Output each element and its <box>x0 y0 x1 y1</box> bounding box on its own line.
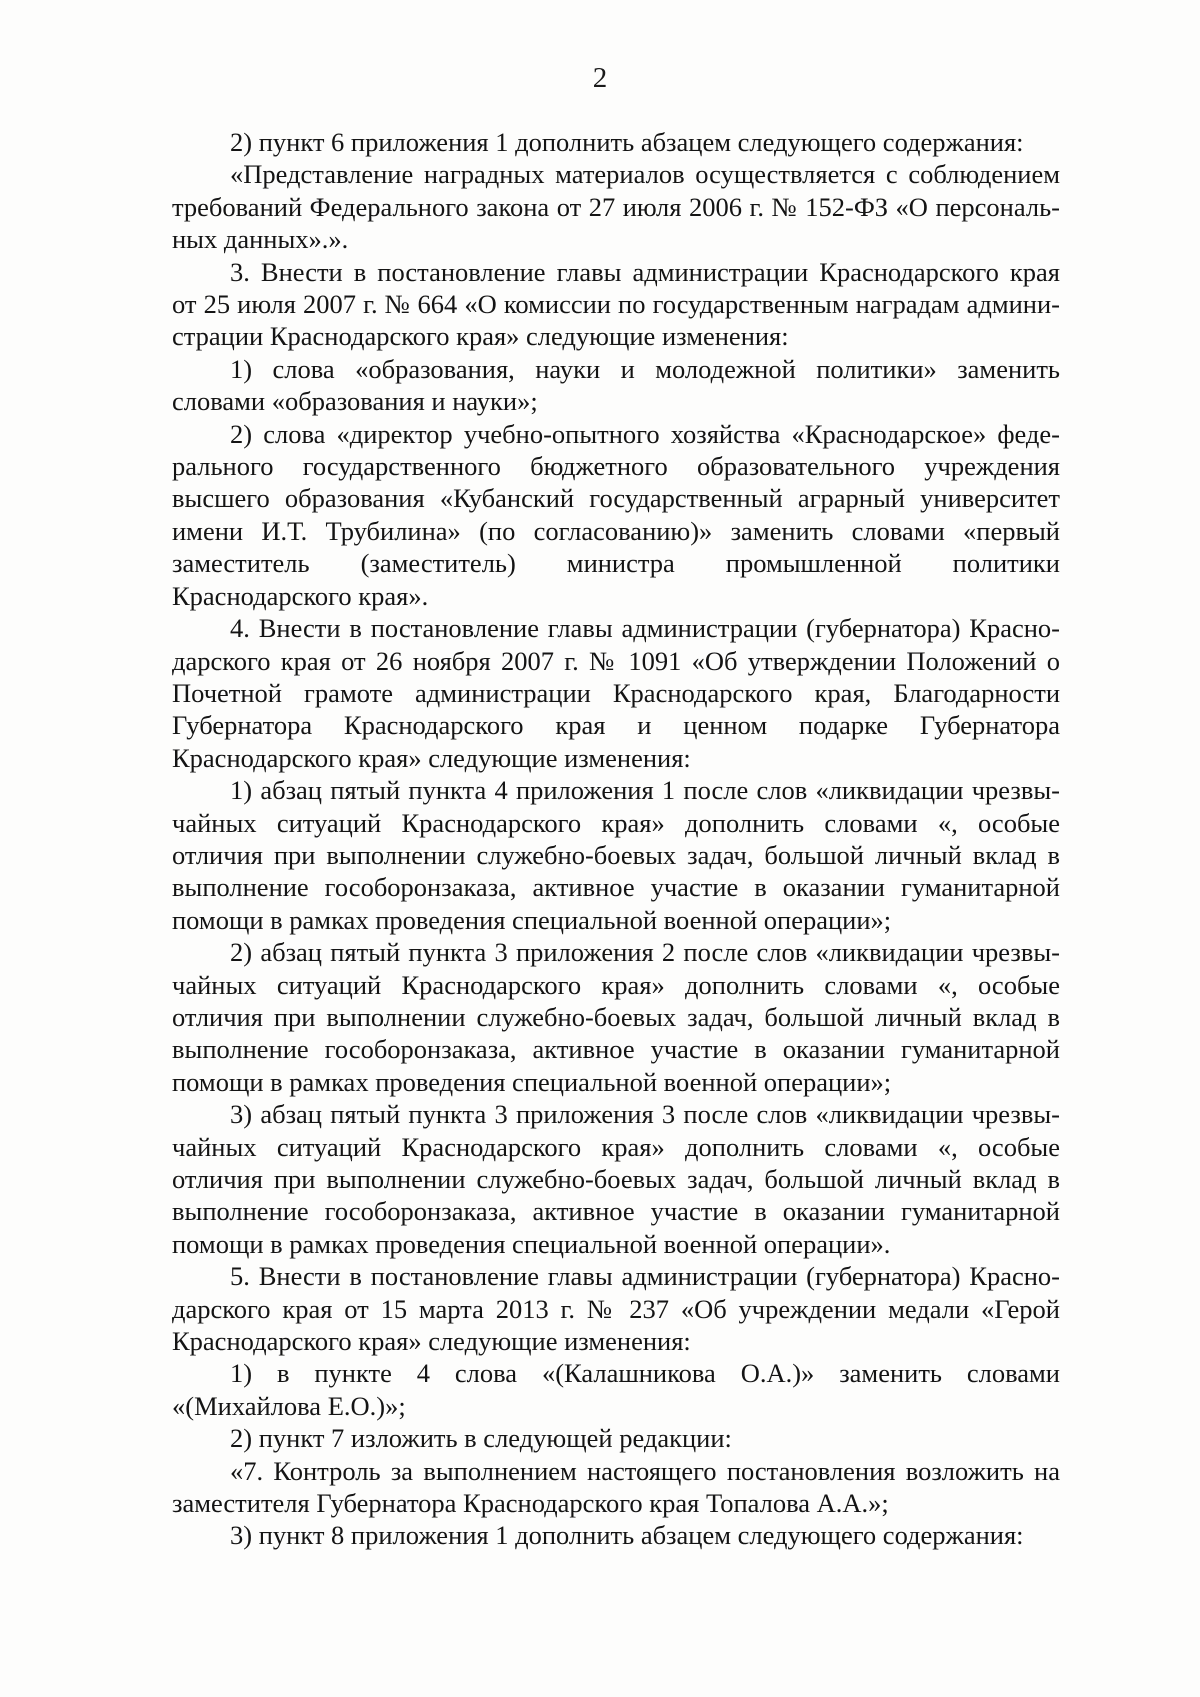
paragraph: 1) слова «образования, науки и молодежной политики» заменить словами «образования и науки»; <box>172 353 1060 417</box>
paragraph: «Представление наградных материалов осуществляется с соблюдением требований Федерального закона от 27 июля 2006 г. № 152-ФЗ «О персональных данных».». <box>172 159 1060 255</box>
paragraph: «7. Контроль за выполнением настоящего постановления возложить на заместителя Губернатора Краснодарского края Топалова А.А.»; <box>172 1455 1060 1519</box>
paragraph: 5. Внести в постановление главы администрации (губернатора) Краснодарского края от 15 марта 2013 г. № 237 «Об учреждении медали «Герой Краснодарского края» следующие изменения: <box>172 1261 1060 1357</box>
paragraph: 2) слова «директор учебно-опытного хозяйства «Краснодарское» федерального государственного бюджетного образовательного учреждения высшего образования «Кубанский государственный аграрный университет имени И.Т. Трубилина» (по согласованию)» заменить словами «первый заместитель (заместитель) министра промышленной политики Краснодарского края». <box>172 418 1060 611</box>
paragraph: 2) пункт 6 приложения 1 дополнить абзацем следующего содержания: <box>230 127 1024 157</box>
paragraph: 4. Внести в постановление главы администрации (губернатора) Краснодарского края от 26 ноября 2007 г. № 1091 «Об утверждении Положений о Почетной грамоте администрации Краснодарского края, Благодарности Губернатора Краснодарского края и ценном подарке Губернатора Краснодарского края» следующие изменения: <box>172 613 1060 773</box>
paragraph: 1) в пункте 4 слова «(Калашникова О.А.)» заменить словами «(Михайлова Е.О.)»; <box>172 1358 1060 1421</box>
paragraph: 3) абзац пятый пункта 3 приложения 3 после слов «ликвидации чрезвычайных ситуаций Краснодарского края» дополнить словами «, особые отличия при выполнении служебно-боевых задач, большой личный вклад в выполнение гособоронзаказа, активное участие в оказании гуманитарной помощи в рамках проведения специальной военной операции». <box>172 1099 1060 1259</box>
paragraph: 1) абзац пятый пункта 4 приложения 1 после слов «ликвидации чрезвычайных ситуаций Краснодарского края» дополнить словами «, особые отличия при выполнении служебно-боевых задач, большой личный вклад в выполнение гособоронзаказа, активное участие в оказании гуманитарной помощи в рамках проведения специальной военной операции»; <box>172 775 1060 935</box>
paragraph: 3) пункт 8 приложения 1 дополнить абзацем следующего содержания: <box>230 1520 1024 1551</box>
paragraph: 2) пункт 7 изложить в следующей редакции: <box>230 1423 732 1454</box>
paragraph: 2) абзац пятый пункта 3 приложения 2 после слов «ликвидации чрезвычайных ситуаций Краснодарского края» дополнить словами «, особые отличия при выполнении служебно-боевых задач, большой личный вклад в выполнение гособоронзаказа, активное участие в оказании гуманитарной помощи в рамках проведения специальной военной операции»; <box>172 937 1060 1097</box>
page-number: 2 <box>592 62 608 94</box>
document-body <box>172 126 1060 1552</box>
paragraph: 3. Внести в постановление главы администрации Краснодарского края от 25 июля 2007 г. № 664 «О комиссии по государственным наградам администрации Краснодарского края» следующие изменения: <box>172 256 1060 352</box>
